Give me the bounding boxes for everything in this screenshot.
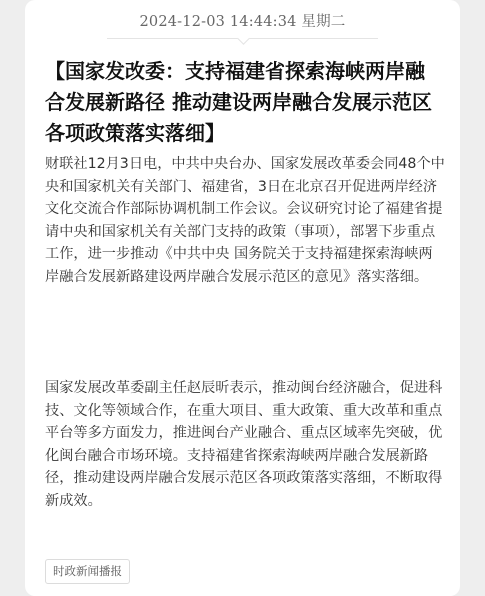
article-headline: 【国家发改委：支持福建省探索海峡两岸融合发展新路径 推动建设两岸融合发展示范区各项政策落实落细】 [45, 59, 432, 145]
article-paragraph-1: 财联社12月3日电，中共中央台办、国家发展改革委会同48个中央和国家机关有关部门、福建省，3日在北京召开促进两岸经济文化交流合作部际协调机制工作会议。会议研究讨论了福建省提请中央和国家机关有关部门支持的政策（事项），部署下步重点工作，进一步推动《中共中央 国务院关于支持福建探索海峡两岸融合发展新路建设两岸融合发展示范区的意见》落实落细。 [45, 156, 445, 285]
publish-timestamp: 2024-12-03 14:44:34 星期二 [139, 14, 346, 30]
article-paragraph-2: 国家发展改革委副主任赵辰昕表示，推动闽台经济融合，促进科技、文化等领域合作，在重大项目、重大政策、重大改革和重点平台等多方面发力，推进闽台产业融合、重点区域率先突破，优化闽台融合市场环境。支持福建省探索海峡两岸融合发展新路径，推动建设两岸融合发展示范区各项政策落实落细，不断取得新成效。 [45, 380, 443, 509]
category-tag[interactable]: 时政新闻播报 [45, 559, 130, 584]
timestamp-divider [107, 38, 378, 39]
news-article-card [25, 0, 460, 596]
